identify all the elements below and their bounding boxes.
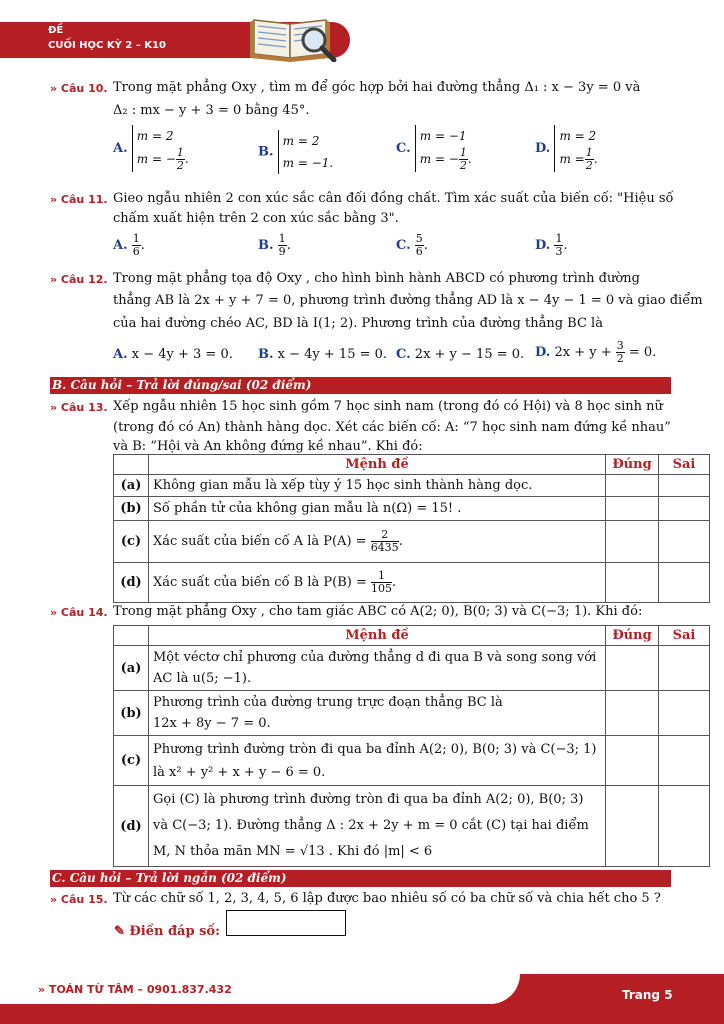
- header-title-1: ĐỀ: [48, 25, 64, 36]
- statement-cell: Xác suất của biến cố B là P(B) = $\frac{1}{105}$ .: [149, 563, 606, 603]
- fraction-numerator: 1: [176, 146, 184, 159]
- option-letter: B.: [258, 144, 274, 160]
- option-line: m = −: [136, 152, 176, 166]
- false-checkbox[interactable]: [659, 475, 710, 497]
- q11-option-c[interactable]: C. $\frac{5}{6}$ .: [396, 232, 428, 258]
- q14-table: [113, 625, 710, 867]
- true-checkbox[interactable]: [606, 691, 659, 736]
- option-letter: B.: [258, 347, 274, 362]
- book-magnifier-icon: [246, 6, 338, 62]
- question-10-text-2: Δ₂ : mx − y + 3 = 0 bằng 45°.: [113, 103, 310, 118]
- question-12-text-1: Trong mặt phẳng tọa độ Oxy , cho hình bình hành ABCD có phương trình đường: [113, 271, 640, 286]
- question-15-label: » Câu 15.: [50, 893, 108, 906]
- statement-cell: [149, 691, 606, 736]
- question-10-text-1: Trong mặt phẳng Oxy , tìm m để góc hợp bởi hai đường thẳng Δ₁ : x − 3y = 0 và: [113, 80, 641, 95]
- option-letter: D.: [535, 345, 551, 360]
- false-checkbox[interactable]: [659, 646, 710, 691]
- statement-text: Không gian mẫu là xếp tùy ý 15 học sinh thành hàng dọc.: [149, 475, 606, 497]
- option-line: m = −1: [282, 156, 330, 170]
- q11-option-b[interactable]: B. $\frac{1}{9}$ .: [258, 232, 291, 258]
- q13-table: [113, 454, 710, 603]
- option-line: m = −: [419, 152, 459, 166]
- header-title-2: CUỐI HỌC KỲ 2 – K10: [48, 40, 166, 51]
- true-checkbox[interactable]: [606, 475, 659, 497]
- question-12-label: » Câu 12.: [50, 273, 108, 286]
- answer-label: ✎ Điền đáp số:: [114, 924, 220, 939]
- table-header-true: Đúng: [606, 455, 659, 475]
- option-letter: A.: [113, 141, 128, 156]
- false-checkbox[interactable]: [659, 497, 710, 521]
- answer-input[interactable]: [226, 910, 346, 936]
- statement-line: 12x + 8y − 7 = 0.: [153, 716, 271, 731]
- q10-option-b[interactable]: B. m = 2 m = −1.: [258, 130, 333, 174]
- statement-text: Xác suất của biến cố A là P(A) =: [153, 534, 367, 549]
- statement-cell: Xác suất của biến cố A là P(A) = $\frac{2}{6435}$ .: [149, 521, 606, 563]
- statement-cell: [149, 786, 606, 867]
- statement-line: Gọi (C) là phương trình đường tròn đi qua ba đỉnh A(2; 0), B(0; 3): [153, 792, 584, 807]
- true-checkbox[interactable]: [606, 563, 659, 603]
- option-letter: C.: [396, 347, 411, 362]
- statement-line: Phương trình đường tròn đi qua ba đỉnh A(2; 0), B(0; 3) và C(−3; 1): [153, 741, 597, 757]
- true-checkbox[interactable]: [606, 736, 659, 786]
- table-header-false: Sai: [659, 626, 710, 646]
- false-checkbox[interactable]: [659, 521, 710, 563]
- row-label: (d): [114, 786, 149, 867]
- q12-option-d[interactable]: [535, 340, 656, 365]
- option-letter: D.: [535, 238, 551, 253]
- page-number: Trang 5: [622, 988, 673, 1002]
- option-text: x − 4y + 15 = 0.: [277, 347, 388, 362]
- statement-text: Xác suất của biến cố B là P(B) =: [153, 575, 367, 590]
- fraction-denominator: 9: [278, 245, 286, 258]
- fraction-numerator: 1: [278, 232, 286, 245]
- fraction-numerator: 3: [616, 339, 624, 352]
- statement-cell: [149, 646, 606, 691]
- question-13-text-1: Xếp ngẫu nhiên 15 học sinh gồm 7 học sinh nam (trong đó có Hội) và 8 học sinh nữ: [113, 399, 663, 414]
- fraction-denominator: 2: [176, 159, 184, 172]
- question-11-label: » Câu 11.: [50, 193, 108, 206]
- question-12-text-3: của hai đường chéo AC, BD là I(1; 2). Phương trình của đường thẳng BC là: [113, 316, 603, 331]
- q11-option-d[interactable]: D. $\frac{1}{3}$ .: [535, 232, 568, 258]
- table-header-true: Đúng: [606, 626, 659, 646]
- false-checkbox[interactable]: [659, 786, 710, 867]
- false-checkbox[interactable]: [659, 563, 710, 603]
- fraction-denominator: 6435: [370, 541, 399, 554]
- fraction-numerator: 1: [459, 146, 467, 159]
- row-label: (c): [114, 521, 149, 563]
- option-letter: A.: [113, 347, 128, 362]
- q10-option-c[interactable]: C. m = −1 m = − $\frac{1}{2}$ .: [396, 125, 472, 172]
- section-c-title: C. Câu hỏi – Trả lời ngắn (02 điểm): [50, 870, 671, 887]
- option-text: x − 4y + 3 = 0.: [131, 347, 233, 362]
- q11-option-a[interactable]: A. $\frac{1}{6}$ .: [113, 232, 145, 258]
- statement-text: Số phần tử của không gian mẫu là n(Ω) = 15! .: [149, 497, 606, 521]
- true-checkbox[interactable]: [606, 646, 659, 691]
- q10-option-d[interactable]: D. m = 2 m = $\frac{1}{2}$ .: [535, 125, 598, 172]
- option-letter: C.: [396, 238, 411, 253]
- false-checkbox[interactable]: [659, 736, 710, 786]
- fraction-numerator: 1: [555, 232, 563, 245]
- question-11-text-2: chấm xuất hiện trên 2 con xúc sắc bằng 3".: [113, 211, 399, 226]
- row-label: (d): [114, 563, 149, 603]
- q12-option-c[interactable]: [396, 345, 524, 365]
- row-label: (a): [114, 646, 149, 691]
- fraction-denominator: 6: [132, 245, 140, 258]
- row-label: (a): [114, 475, 149, 497]
- true-checkbox[interactable]: [606, 521, 659, 563]
- q12-option-b[interactable]: [258, 345, 387, 365]
- fraction-denominator: 3: [555, 245, 563, 258]
- option-line: m = 2: [282, 134, 320, 148]
- statement-line: AC là u(5; −1).: [153, 671, 252, 686]
- option-line: m = −1: [419, 129, 467, 143]
- fraction-numerator: 5: [415, 232, 423, 245]
- question-13-label: » Câu 13.: [50, 401, 108, 414]
- row-label: (b): [114, 497, 149, 521]
- table-header-false: Sai: [659, 455, 710, 475]
- fraction-numerator: 1: [585, 146, 593, 159]
- footer-contact: » TOÁN TỪ TÂM – 0901.837.432: [38, 983, 232, 996]
- fraction-numerator: 2: [371, 529, 399, 542]
- fraction-denominator: 105: [371, 582, 393, 595]
- question-13-text-3: và B: “Hội và An không đứng kề nhau”. Khi đó:: [113, 439, 423, 454]
- statement-line: M, N thỏa mãn MN = √13 . Khi đó |m| < 6: [153, 844, 433, 859]
- fraction-numerator: 1: [371, 570, 392, 583]
- statement-cell: [149, 736, 606, 786]
- option-letter: A.: [113, 238, 128, 253]
- fraction-denominator: 6: [415, 245, 423, 258]
- option-text-tail: = 0.: [628, 345, 657, 360]
- table-header-statement: Mệnh đề: [149, 626, 606, 646]
- option-letter: D.: [535, 141, 551, 156]
- option-line: m = 2: [136, 129, 174, 143]
- question-12-text-2: thẳng AB là 2x + y + 7 = 0, phương trình đường thẳng AD là x − 4y − 1 = 0 và giao điểm: [113, 293, 703, 308]
- option-letter: C.: [396, 141, 411, 156]
- question-15-text-1: Từ các chữ số 1, 2, 3, 4, 5, 6 lập được bao nhiêu số có ba chữ số và chia hết cho 5 ?: [113, 891, 661, 906]
- false-checkbox[interactable]: [659, 691, 710, 736]
- q12-option-a[interactable]: [113, 345, 233, 365]
- statement-line: là x² + y² + x + y − 6 = 0.: [153, 764, 326, 780]
- question-11-text-1: Gieo ngẫu nhiên 2 con xúc sắc cân đối đồng chất. Tìm xác suất của biến cố: "Hiệu số: [113, 191, 674, 206]
- option-text: 2x + y − 15 = 0.: [414, 347, 525, 362]
- q10-option-a[interactable]: A. m = 2 m = − $\frac{1}{2}$ .: [113, 125, 189, 172]
- fraction-denominator: 2: [459, 159, 467, 172]
- question-14-label: » Câu 14.: [50, 606, 108, 619]
- row-label: (b): [114, 691, 149, 736]
- question-13-text-2: (trong đó có An) thành hàng dọc. Xét các biến cố: A: “7 học sinh nam đứng kề nhau”: [113, 420, 671, 435]
- fraction-denominator: 2: [616, 352, 624, 365]
- fraction-denominator: 2: [585, 159, 593, 172]
- statement-line: và C(−3; 1). Đường thẳng Δ : 2x + 2y + m = 0 cắt (C) tại hai điểm: [153, 818, 589, 833]
- true-checkbox[interactable]: [606, 497, 659, 521]
- option-line: m = 2: [559, 129, 597, 143]
- section-b-title: B. Câu hỏi – Trả lời đúng/sai (02 điểm): [50, 377, 671, 394]
- row-label: (c): [114, 736, 149, 786]
- statement-line: Một véctơ chỉ phương của đường thẳng d đi qua B và song song với: [153, 650, 597, 665]
- table-header-statement: Mệnh đề: [149, 455, 606, 475]
- option-text: 2x + y +: [554, 345, 612, 360]
- option-line: m =: [559, 152, 585, 166]
- question-10-label: » Câu 10.: [50, 82, 108, 95]
- statement-line: Phương trình của đường trung trực đoạn thẳng BC là: [153, 695, 503, 710]
- question-14-text-1: Trong mặt phẳng Oxy , cho tam giác ABC có A(2; 0), B(0; 3) và C(−3; 1). Khi đó:: [113, 604, 643, 619]
- true-checkbox[interactable]: [606, 786, 659, 867]
- fraction-numerator: 1: [132, 232, 140, 245]
- option-letter: B.: [258, 238, 274, 253]
